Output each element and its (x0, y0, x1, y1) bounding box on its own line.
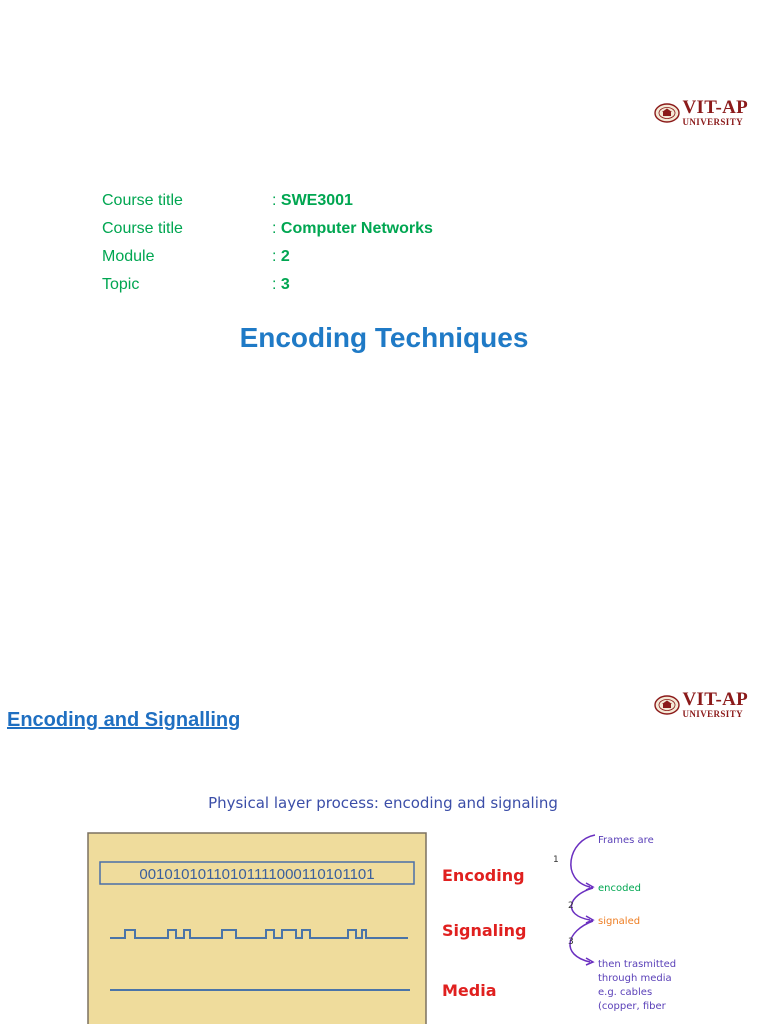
info-label: Module (102, 248, 155, 265)
info-row-course-code: Course title : SWE3001 (102, 187, 433, 215)
logo-subtitle: UNIVERSITY (682, 709, 744, 719)
step-encoded-text: encoded (598, 883, 641, 894)
info-row-course-name: Course title : Computer Networks (102, 215, 433, 243)
content-slide (0, 655, 768, 1024)
step-number: 3 (568, 937, 574, 947)
step2-arrow (571, 888, 593, 920)
section-title: Encoding and Signalling (7, 709, 241, 731)
info-label: Course title (102, 220, 183, 237)
info-label: Topic (102, 276, 140, 293)
university-logo (654, 98, 749, 127)
step-number: 1 (553, 855, 559, 865)
step-transmitted-text: then trasmitted (598, 959, 677, 970)
media-label: Media (442, 981, 497, 1000)
bit-stream: 00101010110101111000110101101 (139, 866, 375, 883)
logo-subtitle: UNIVERSITY (682, 117, 744, 127)
info-value: SWE3001 (280, 192, 353, 209)
figure-heading: Physical layer process: encoding and signaling (208, 794, 558, 812)
step-transmitted-text: through media (598, 973, 672, 984)
logo-name: VIT-AP (682, 97, 748, 118)
info-value: 3 (280, 276, 290, 293)
step-number: 2 (568, 901, 574, 911)
info-label: Course title (102, 192, 183, 209)
course-info (102, 187, 433, 299)
info-row-topic: Topic : 3 (102, 271, 433, 299)
step-transmitted-text: (copper, fiber (598, 1001, 666, 1012)
slide-title: Encoding Techniques (239, 322, 529, 353)
encoding-signaling-figure (0, 655, 768, 1024)
encoding-label: Encoding (442, 866, 525, 885)
signaling-label: Signaling (442, 921, 527, 940)
info-value: 2 (280, 248, 290, 265)
logo-name: VIT-AP (682, 689, 748, 710)
info-value: Computer Networks (280, 220, 433, 237)
step-frames-text: Frames are (598, 835, 654, 846)
info-row-module: Module : 2 (102, 243, 433, 271)
step-transmitted-text: e.g. cables (598, 987, 653, 998)
step-signaled-text: signaled (598, 916, 641, 927)
seal-icon (654, 103, 680, 123)
step1-arrow (571, 835, 595, 887)
